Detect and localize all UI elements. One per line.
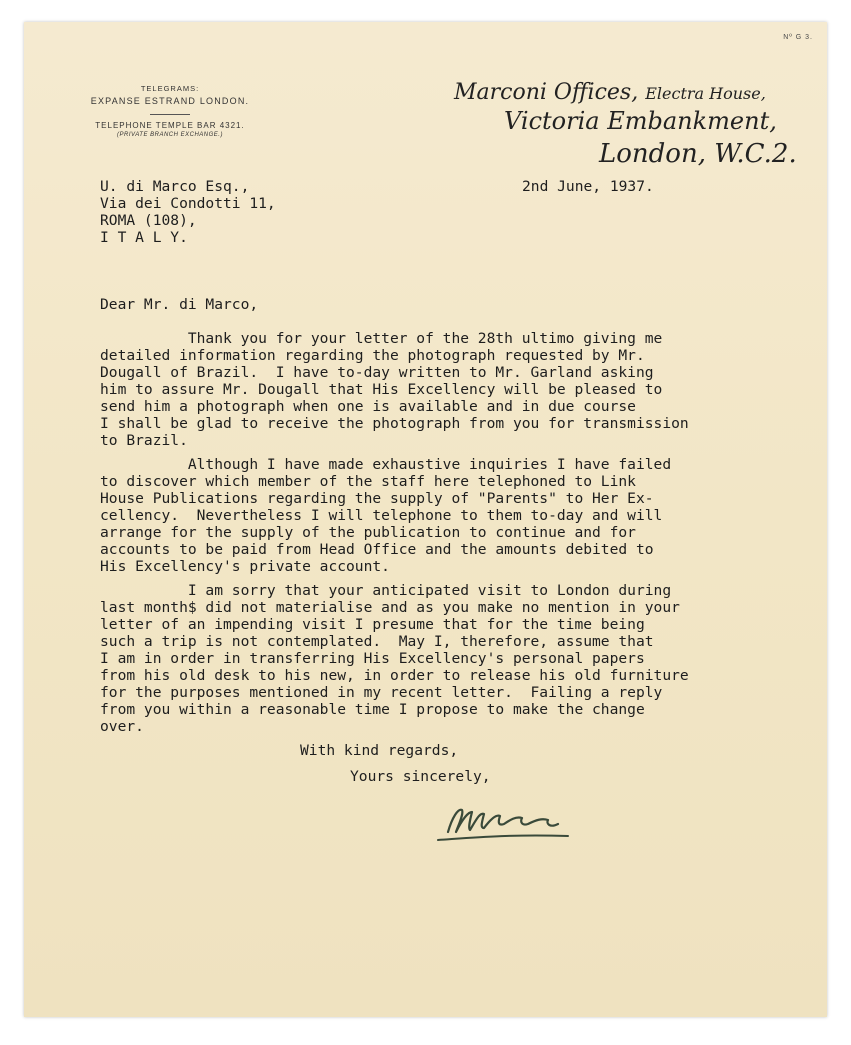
telephone-number: TELEPHONE TEMPLE BAR 4321.	[95, 121, 245, 130]
signoff: Yours sincerely,	[350, 768, 491, 785]
closing: With kind regards,	[300, 742, 459, 759]
letterhead-divider	[150, 114, 190, 115]
office-name: Marconi Offices,	[454, 80, 639, 105]
letterhead-office	[454, 80, 814, 169]
exchange-note: (PRIVATE BRANCH EXCHANGE.)	[117, 132, 223, 138]
office-line-2: Victoria Embankment,	[504, 107, 777, 135]
salutation: Dear Mr. di Marco,	[100, 296, 259, 313]
letterhead-contact	[70, 84, 270, 138]
signature	[418, 790, 578, 850]
telegrams-address: EXPANSE ESTRAND LONDON.	[90, 96, 250, 106]
office-line-3: London, W.C.2.	[599, 139, 797, 169]
reference-number: Nº G 3.	[783, 34, 813, 41]
recipient-address: U. di Marco Esq., Via dei Condotti 11, ROMA (108), I T A L Y.	[100, 178, 276, 246]
telegrams-label: TELEGRAMS:	[140, 84, 200, 93]
office-line-1	[454, 80, 814, 105]
paragraph-2: Although I have made exhaustive inquiries I have failed to discover which member of the staff here telephoned to Link House Publications regarding the supply of "Parents" to Her Ex- cellency. Nevertheless I will telephone to them to-day and will arrange for the supply of the publication to continue and for accounts to be paid from Head Office and the amounts debited to His Excellency's private account.	[100, 456, 672, 575]
paragraph-1: Thank you for your letter of the 28th ultimo giving me detailed information regarding the photograph requested by Mr. Dougall of Brazil. I have to-day written to Mr. Garland asking him to assure Mr. Dougall that His Excellency will be pleased to send him a photograph when one is available and in due course I shall be glad to receive the photograph from you for transmission to Brazil.	[100, 330, 689, 449]
paragraph-3: I am sorry that your anticipated visit to London during last month$ did not materialise and as you make no mention in your letter of an impending visit I presume that for the time being such a trip is not contemplated. May I, therefore, assume that I am in order in transferring His Excellency's personal papers from his old desk to his new, in order to release his old furniture for the purposes mentioned in my recent letter. Failing a reply from you within a reasonable time I propose to make the change over.	[100, 582, 689, 735]
letter-date: 2nd June, 1937.	[522, 178, 654, 195]
office-building: Electra House,	[645, 84, 766, 103]
